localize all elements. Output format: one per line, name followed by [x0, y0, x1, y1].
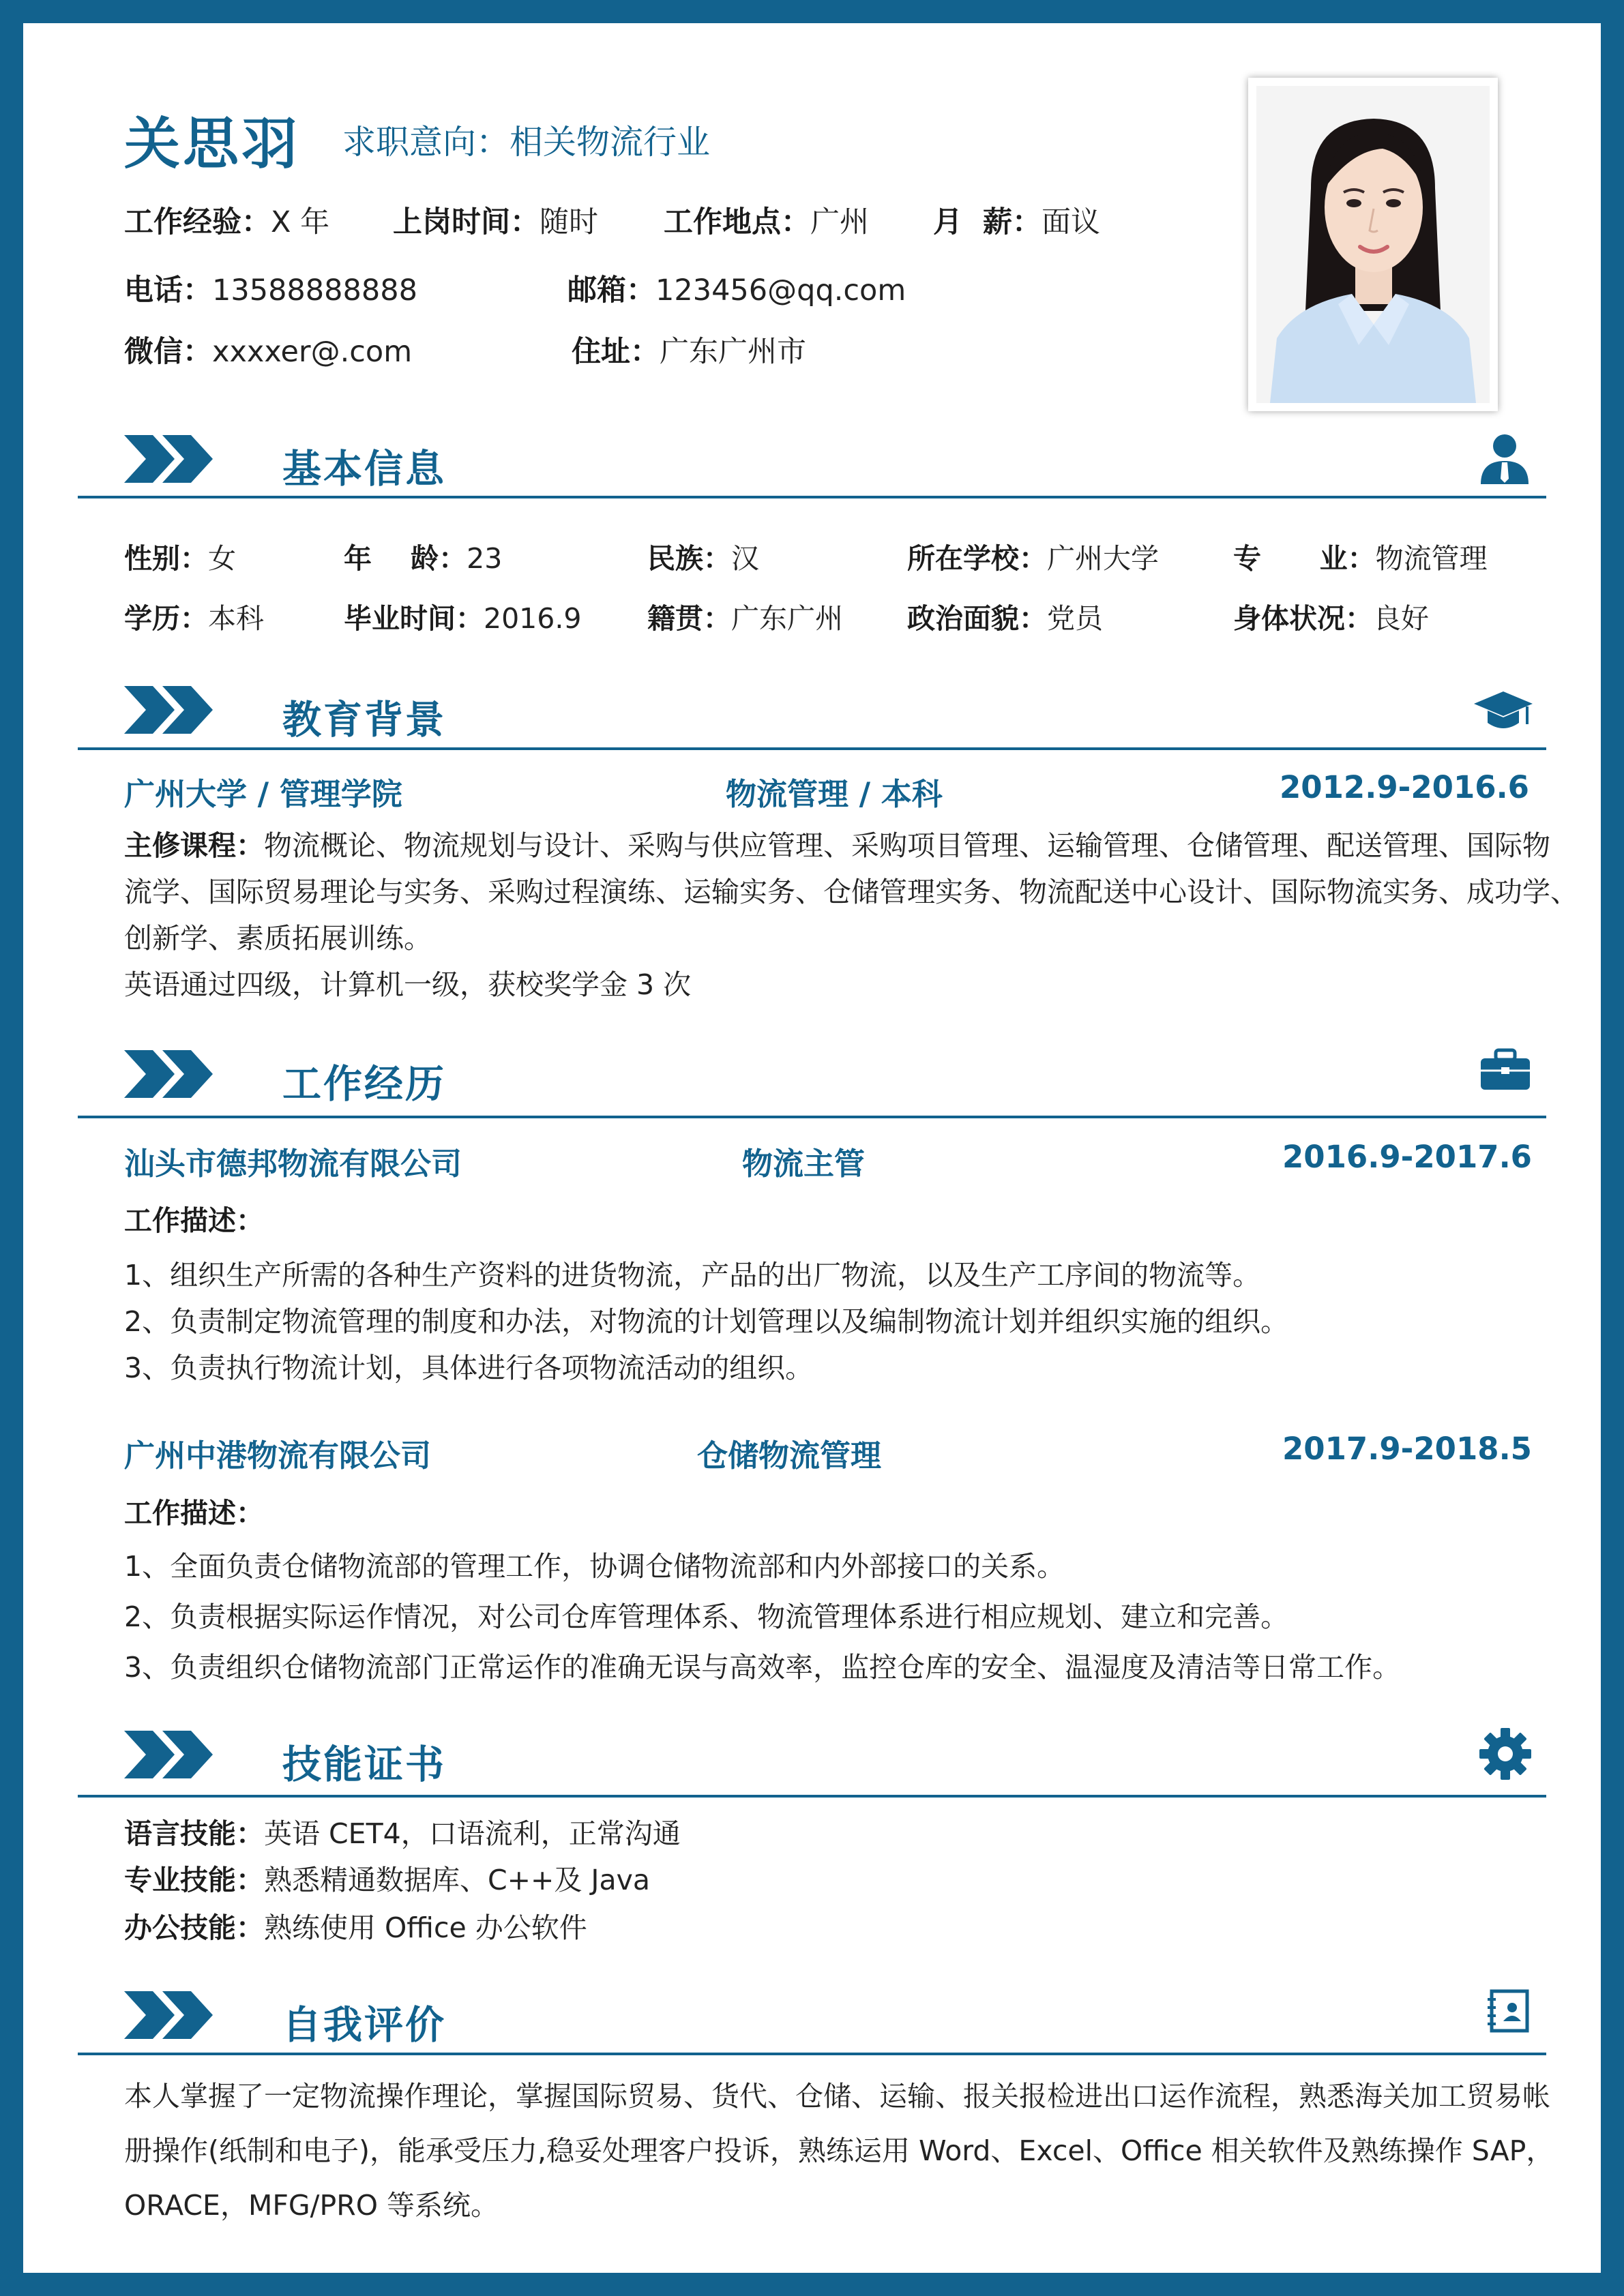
profile-photo-image [1256, 86, 1490, 403]
job-period: 2017.9-2018.5 [1282, 1431, 1532, 1467]
job-position: 仓储物流管理 [697, 1437, 882, 1474]
graduation-time: 毕业时间：2016.9 [344, 602, 582, 635]
job-intent: 求职意向：相关物流行业 [342, 123, 711, 162]
candidate-name: 关思羽 [124, 112, 301, 177]
job-company: 广州中港物流有限公司 [124, 1437, 432, 1474]
section-divider [78, 747, 1546, 750]
chevron-arrows-icon [124, 679, 220, 741]
work-location: 工作地点：广州 [664, 205, 869, 239]
health-status: 身体状况：良好 [1233, 602, 1429, 635]
edu-period: 2012.9-2016.6 [1280, 769, 1529, 805]
email: 邮箱：123456@qq.com [567, 273, 906, 308]
section-divider [78, 1116, 1546, 1118]
major: 专 业：物流管理 [1233, 542, 1488, 575]
chevron-arrows-icon [124, 1984, 220, 2046]
contact-book-icon [1485, 1987, 1533, 2035]
section-title: 基本信息 [282, 447, 446, 492]
gender: 性别：女 [124, 542, 236, 575]
section-header-education [124, 679, 1553, 754]
office-skill: 办公技能：熟练使用 Office 办公软件 [124, 1911, 587, 1944]
political-status: 政治面貌：党员 [907, 602, 1103, 635]
section-header-skills [124, 1724, 1553, 1799]
edu-school: 广州大学 / 管理学院 [124, 776, 402, 812]
wechat: 微信：xxxxer@.com [124, 335, 413, 369]
section-header-work [124, 1043, 1553, 1118]
section-title: 工作经历 [282, 1062, 446, 1107]
person-icon [1477, 431, 1533, 487]
edu-honors: 英语通过四级，计算机一级，获校奖学金 3 次 [124, 968, 692, 1001]
edu-major: 物流管理 / 本科 [726, 776, 943, 812]
job-duty: 3、负责执行物流计划，具体进行各项物流活动的组织。 [124, 1352, 814, 1384]
salary: 月 薪：面议 [933, 205, 1100, 239]
job-duty: 2、负责制定物流管理的制度和办法，对物流的计划管理以及编制物流计划并组织实施的组织。 [124, 1305, 1289, 1338]
job-duty: 2、负责根据实际运作情况，对公司仓库管理体系、物流管理体系进行相应规划、建立和完善。 [124, 1600, 1289, 1633]
chevron-arrows-icon [124, 1043, 220, 1105]
briefcase-icon [1478, 1046, 1533, 1094]
job-duty: 3、负责组织仓储物流部门正常运作的准确无误与高效率，监控仓库的安全、温湿度及清洁等日常工作。 [124, 1651, 1401, 1684]
job-position: 物流主管 [742, 1146, 866, 1182]
job-description: 工作描述： 1、全面负责仓储物流部的管理工作，协调仓储物流部和内外部接口的关系。 2、负责根据实际运作情况，对公司仓库管理体系、物流管理体系进行相应规划、建立和完善。 3、负责组织仓储物流部门正常运作的准确无误与高效率，监控仓库的安全、温湿度及清洁等日常工作。 [124, 1488, 1553, 1693]
work-experience: 工作经验：X 年 [124, 205, 330, 239]
job-company: 汕头市德邦物流有限公司 [124, 1146, 462, 1182]
edu-courses: 主修课程：物流概论、物流规划与设计、采购与供应管理、采购项目管理、运输管理、仓储管理、配送管理、国际物 流学、国际贸易理论与实务、采购过程演练、运输实务、仓储管理实务、物流配送中心设计、国际物流实务、成功学、 创新学、素质拓展训练。 英语通过四级，计算机一级，获校奖学金 3 次 [124, 822, 1553, 1008]
ethnicity: 民族：汉 [647, 542, 759, 575]
section-header-self [124, 1984, 1553, 2059]
self-evaluation: 本人掌握了一定物流操作理论，掌握国际贸易、货代、仓储、运输、报关报检进出口运作流程，熟悉海关加工贸易帐 册操作(纸制和电子)，能承受压力,稳妥处理客户投诉，熟练运用 Word、Excel、Office 相关软件及熟练操作 SAP， ORACE，MFG/PRO 等系统。 [124, 2080, 1554, 2222]
age: 年 龄：23 [344, 542, 503, 575]
section-divider [78, 2053, 1546, 2055]
section-title: 技能证书 [282, 1742, 446, 1787]
job-period: 2016.9-2017.6 [1282, 1139, 1532, 1175]
section-header-basic [124, 428, 1553, 503]
school: 所在学校：广州大学 [907, 542, 1159, 575]
resume-page [23, 23, 1601, 2273]
address: 住址：广东广州市 [572, 335, 806, 369]
language-skill: 语言技能：英语 CET4，口语流利，正常沟通 [124, 1817, 681, 1850]
phone: 电话：13588888888 [124, 273, 417, 308]
graduation-cap-icon [1474, 682, 1533, 738]
job-duty: 1、全面负责仓储物流部的管理工作，协调仓储物流部和内外部接口的关系。 [124, 1550, 1065, 1583]
profile-photo [1248, 78, 1498, 411]
section-title: 自我评价 [282, 2003, 446, 2048]
section-title: 教育背景 [282, 698, 446, 743]
section-divider [78, 496, 1546, 498]
start-time: 上岗时间：随时 [393, 205, 598, 239]
job-duty: 1、组织生产所需的各种生产资料的进货物流，产品的出厂物流，以及生产工序间的物流等。 [124, 1259, 1261, 1292]
gear-icon [1478, 1727, 1533, 1781]
job-description: 工作描述： 1、组织生产所需的各种生产资料的进货物流，产品的出厂物流，以及生产工序间的物流等。 2、负责制定物流管理的制度和办法，对物流的计划管理以及编制物流计划并组织实施的组织。 3、负责执行物流计划，具体进行各项物流活动的组织。 [124, 1197, 1553, 1391]
degree: 学历：本科 [124, 602, 264, 635]
native-place: 籍贯：广东广州 [647, 602, 843, 635]
chevron-arrows-icon [124, 1724, 220, 1785]
professional-skill: 专业技能：熟悉精通数据库、C++及 Java [124, 1864, 650, 1896]
section-divider [78, 1795, 1546, 1798]
chevron-arrows-icon [124, 428, 220, 490]
